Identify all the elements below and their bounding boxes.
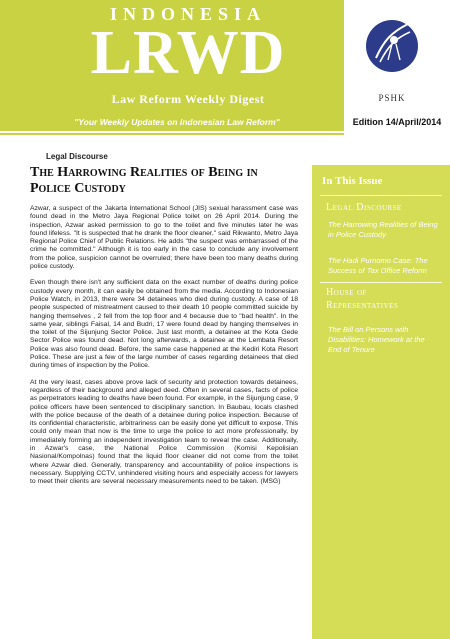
article-paragraph: Azwar, a suspect of the Jakarta International School (JIS) sexual harassment case was found dead in the Metro Jaya Regional Police toilet on 26 April 2014. During the inspection, Azwar asked permission to go to the toilet and five minutes later he was found lifeless. "It is suspected that he drank the floor cleaner," said Rikwanto, Metro Jaya Regional Police Chief of Public Relations. He adds "the suspect was embarrassed of the crime he committed." Although it is too early in the case to conclude any involvement from the police, suspicion cannot be overruled; there have been too many deaths during police custody.: [30, 205, 298, 271]
tagline: "Your Weekly Updates on Indonesian Law Reform": [74, 117, 280, 127]
article-section-label: Legal Discourse: [46, 152, 108, 161]
sidebar-divider: [320, 195, 442, 196]
logo-text: PSHK: [378, 93, 406, 103]
brand-country: INDONESIA: [109, 4, 267, 24]
edition-label: Edition 14/April/2014: [352, 117, 442, 127]
sidebar-section-heading: Legal Discourse: [326, 202, 402, 213]
sidebar-section-heading: House of Representatives: [326, 287, 399, 311]
header-divider: [0, 133, 344, 135]
sidebar-item-link[interactable]: The Hadi Purnomo Case: The Success of Tax Office Reform: [328, 256, 428, 275]
pshk-logo-icon: [362, 10, 422, 82]
brand-title: LRWD: [90, 19, 286, 87]
article: [30, 152, 298, 495]
sidebar-item-link[interactable]: The Harrowing Realities of Being in Police Custody: [328, 220, 438, 239]
brand-subtitle: Law Reform Weekly Digest: [111, 92, 265, 106]
issue-sidebar: [312, 165, 450, 639]
sidebar-item-link[interactable]: The Bill on Persons with Disabilities: Homework at the End of Tenure: [328, 325, 425, 354]
article-title: The Harrowing Realities of Being in Police Custody: [30, 165, 258, 196]
article-paragraph: Even though there isn't any sufficient data on the exact number of deaths during police custody every month, it can easily be obtained from the media. According to Indonesian Police Watch, in 2013, there were 34 detainees who died during custody. A case of 18 people suspected of mistreatment caused to their death 10 people committed suicide by hanging themselves , 2 fell from the top floor and 4 because due to "bad health". In the same year, siblings Faisal, 14 and Budri, 17 were found dead by hanging themselves in the toilet of the Sijunjung Sector Police. Just last month, a detainee at the Kota Gede Sector Police was found dead. Not long afterwards, a detainee at the Lembata Resort Police was also found dead. Before, the same case happened at the Kediri Kota Resort Police. These are just a few of the large number of cases regarding detainees that died during times of inspection by the Police.: [30, 279, 298, 370]
sidebar-divider: [320, 282, 442, 283]
sidebar-title: In This Issue: [322, 175, 383, 187]
article-paragraph: At the very least, cases above prove lack of security and protection towards detainees, regardless of their background and alleged deed. Often in several cases, facts of police as perpetrators leading to deaths have been found. For example, in the Sijunjung case, 9 police officers have been sentenced to disciplinary sanction. In Baubau, locals clashed with the police because of the death of a detainee during police inspection. Because of its confidential characteristic, arbitrariness can be easily done yet difficult to expose. This could only mean that now is the time to urge the police to act more professionally, by immediately forming an independent investigation team to reveal the case. Additionally, in Azwar's case, the National Police Commission (Komisi Kepolisian Nasional/Kompolnas) found that the liquid floor cleaner did not come from the toilet where Azwar died. Generally, transparency and accountability of police inspections is necessary. Supplying CCTV, unhindered visiting hours and especially access for lawyers to meet their clients are several necessary measurements need to be taken. (MSG): [30, 378, 298, 486]
